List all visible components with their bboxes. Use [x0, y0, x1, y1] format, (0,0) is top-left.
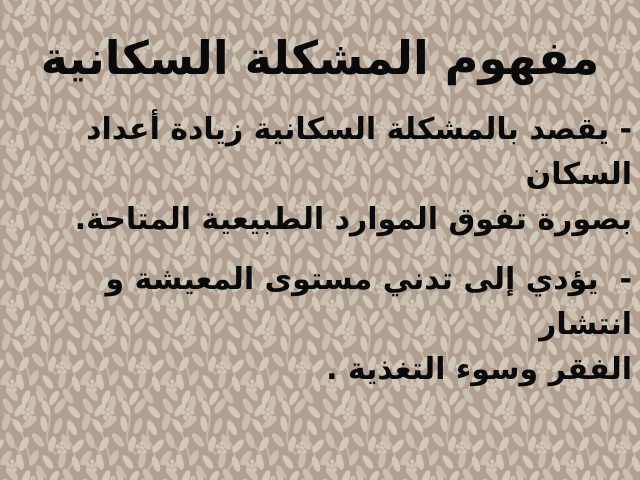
bullet-line: - يقصد بالمشكلة السكانية زيادة أعداد السكان	[75, 112, 632, 193]
bullet-population-definition	[8, 107, 632, 242]
slide-title: مفهوم المشكلة السكانية	[40, 31, 600, 85]
bullet-line: الفقر وسوء التغذية .	[326, 352, 632, 388]
bullet-consequences	[8, 257, 632, 392]
bullet-line: بصورة تفوق الموارد الطبيعية المتاحة.	[74, 202, 632, 238]
bullet-list	[8, 107, 632, 392]
bullet-line: - يؤدي إلى تدني مستوى المعيشة و انتشار	[95, 262, 632, 343]
